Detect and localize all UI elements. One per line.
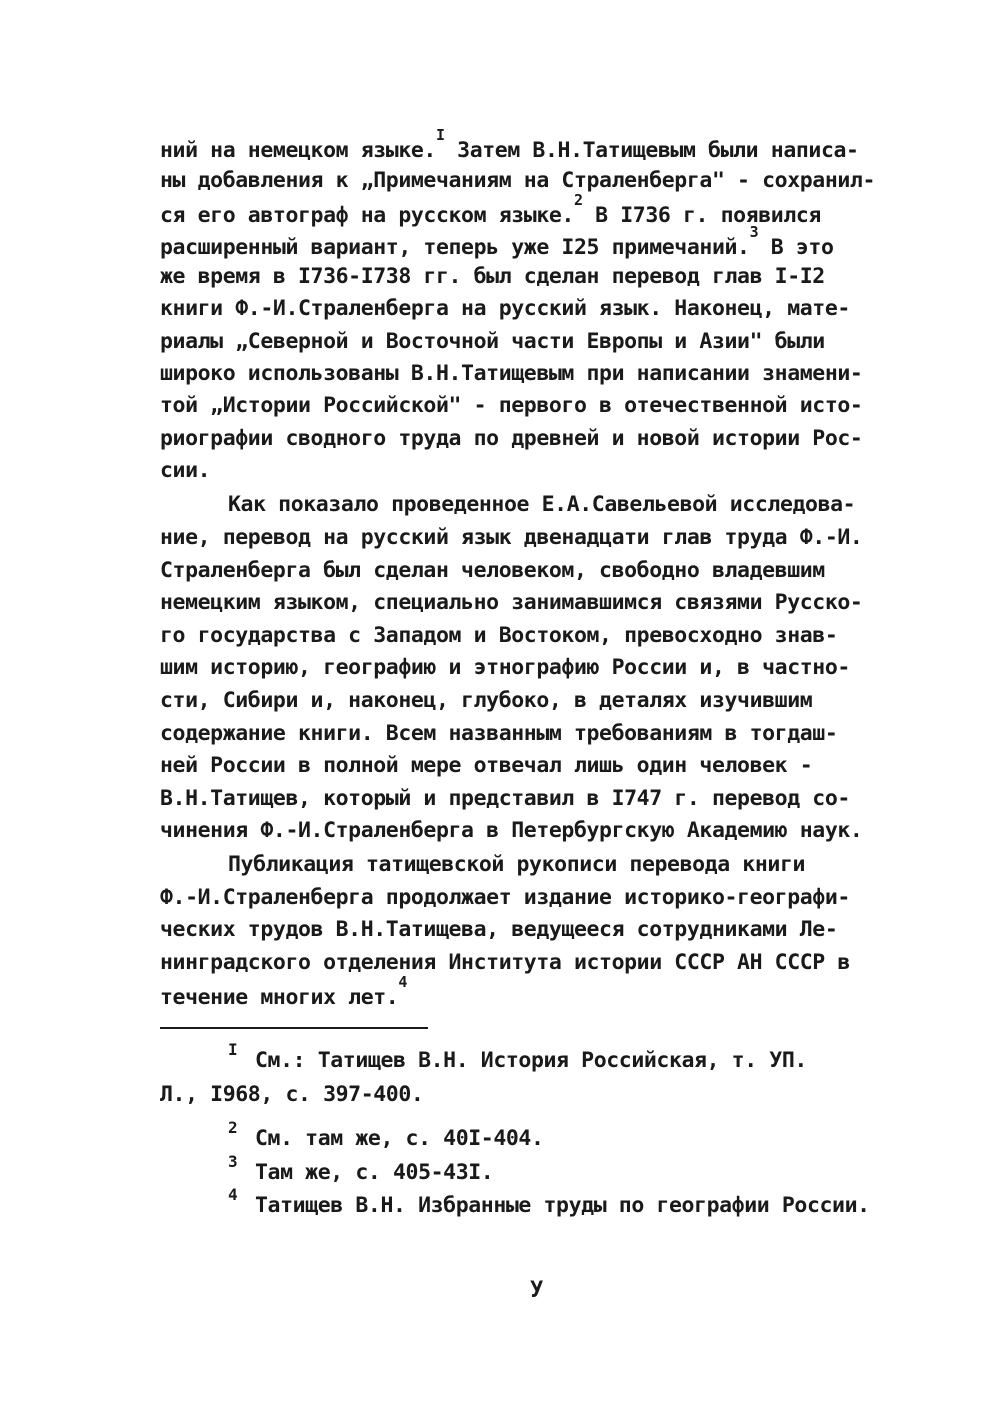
text-line: ние, перевод на русский язык двенадцати глав труда Ф.-И. [160,525,863,550]
footnote-ref: I [435,126,445,144]
page-number: У [530,1278,544,1303]
text-line: чинения Ф.-И.Страленберга в Петербургскую Академию наук. [160,818,863,843]
text-line: шим историю, географию и этнографию России и, в частно- [160,655,850,680]
text-line: Страленберга был сделан человеком, свободно владевшим [160,558,825,583]
text-line: ней России в полной мере отвечал лишь один человек - [160,753,813,778]
text-line: течение многих лет.$^4$ [160,973,407,1011]
footnote-mark: I [228,1040,238,1059]
text-line: го государства с Западом и Востоком, превосходно знав- [160,623,838,648]
footnote-ref: 3 [749,223,759,241]
text-line: широко использованы В.Н.Татищевым при написании знамени- [160,361,863,386]
text-line: Ф.-И.Страленберга продолжает издание историко-географи- [160,885,850,910]
footnote-text: См.: Татищев В.Н. История Российская, т. УП. [255,1048,807,1073]
footnote-mark: 2 [228,1118,238,1137]
text-line: Как показало проведенное Е.А.Савельевой исследова- [228,492,856,517]
footnote-separator [160,1027,428,1029]
text-line: сти, Сибири и, наконец, глубоко, в деталях изучившим [160,688,813,713]
footnote-ref: 2 [573,191,583,209]
text-line: В.Н.Татищев, который и представил в I747 г. перевод со- [160,786,850,811]
text-line: книги Ф.-И.Страленберга на русский язык. Наконец, мате- [160,296,850,321]
footnote-mark: 3 [228,1152,238,1171]
footnote-text: См. там же, с. 40I-404. [255,1126,544,1151]
text-line: немецким языком, специально занимавшимся связями Русско- [160,590,863,615]
text-line: сии. [160,458,211,483]
text-line: риографии сводного труда по древней и новой истории Рос- [160,426,863,451]
footnote-mark: 4 [228,1185,238,1204]
text-line: нинградского отделения Института истории СССР АН СССР в [160,950,850,975]
text-line: содержание книги. Всем названным требованиям в тогдаш- [160,721,838,746]
footnote-text: Там же, с. 405-43I. [255,1160,494,1185]
text-line: же время в I736-I738 гг. был сделан перевод глав I-I2 [160,264,825,289]
text-line: ся его автограф на русском языке.$^2$ В I736 г. появился [160,191,821,229]
footnote-text: Татищев В.Н. Избранные труды по географии России. [255,1193,870,1218]
text-line: расширенный вариант, теперь уже I25 примечаний.$^3$ В это [160,223,834,261]
text-line: риалы „Северной и Восточной части Европы и Азии" были [160,329,825,354]
text-line: ческих трудов В.Н.Татищева, ведущееся сотрудниками Ле- [160,917,838,942]
text-line: той „Истории Российской" - первого в отечественной исто- [160,393,863,418]
footnote-ref: 4 [398,973,407,991]
text-line: ны добавления к „Примечаниям на Страленберга" - сохранил- [160,168,876,193]
text-line: ний на немецком языке.$^I$ Затем В.Н.Татищевым были написа- [160,126,859,164]
footnote-text: Л., I968, с. 397-400. [160,1082,424,1107]
text-line: Публикация татищевской рукописи перевода книги [228,852,806,877]
